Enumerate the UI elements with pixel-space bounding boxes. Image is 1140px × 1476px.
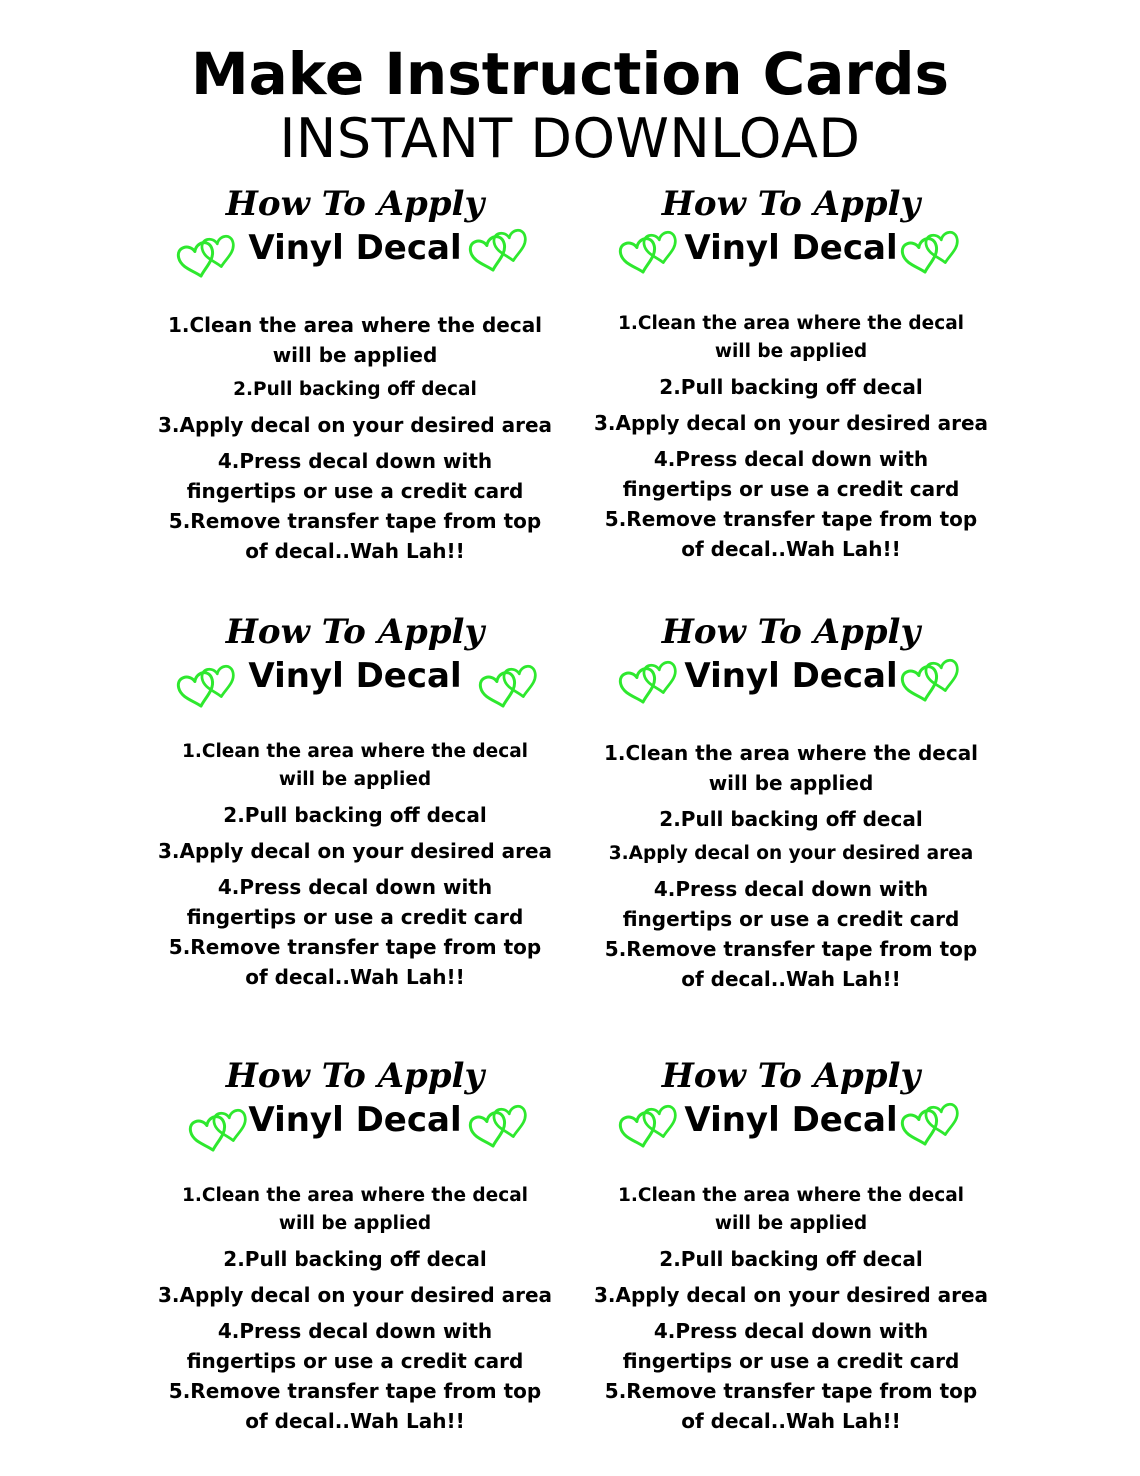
card-heading-line1: How To Apply: [661, 184, 921, 224]
double-heart-icon: [614, 1096, 686, 1150]
step-4: 4.Press decal down with fingertips or use a credit card: [622, 877, 960, 931]
step-5: 5.Remove transfer tape from top of decal..Wah Lah!!: [168, 1379, 542, 1433]
card-heading-line2: Vinyl Decal: [248, 1100, 462, 1140]
double-heart-icon: [614, 222, 686, 276]
card-heading-line1: How To Apply: [661, 612, 921, 652]
card-steps: [120, 738, 590, 998]
step-3: 3.Apply decal on your desired area: [593, 411, 989, 435]
card-heading: [120, 610, 590, 720]
card-heading-line1: How To Apply: [225, 612, 485, 652]
double-heart-icon: [172, 656, 244, 710]
double-heart-icon: [614, 652, 686, 706]
step-4: 4.Press decal down with fingertips or use a credit card: [186, 875, 524, 929]
step-1: 1.Clean the area where the decal will be applied: [603, 741, 979, 795]
instruction-card-1: [120, 182, 590, 582]
double-heart-icon: [464, 1096, 536, 1150]
card-heading-line2: Vinyl Decal: [248, 228, 462, 268]
card-heading-line1: How To Apply: [225, 1056, 485, 1096]
step-4: 4.Press decal down with fingertips or use a credit card: [622, 447, 960, 501]
card-heading: [120, 1054, 590, 1164]
card-heading-line2: Vinyl Decal: [684, 1100, 898, 1140]
instruction-card-3: [120, 610, 590, 1010]
card-steps: [556, 1182, 1026, 1442]
step-2: 2.Pull backing off decal: [659, 375, 923, 399]
step-4: 4.Press decal down with fingertips or use a credit card: [622, 1319, 960, 1373]
instruction-card-4: [556, 610, 1026, 1010]
page-header: [0, 40, 1140, 170]
card-heading-line1: How To Apply: [225, 184, 485, 224]
step-2: 2.Pull backing off decal: [223, 1247, 487, 1271]
card-heading-line2: Vinyl Decal: [248, 656, 462, 696]
step-2: 2.Pull backing off decal: [659, 807, 923, 831]
step-3: 3.Apply decal on your desired area: [157, 839, 553, 863]
page-subtitle: INSTANT DOWNLOAD: [279, 107, 861, 170]
double-heart-icon: [184, 1100, 256, 1154]
card-heading: [556, 182, 1026, 292]
card-heading: [120, 182, 590, 292]
card-heading: [556, 610, 1026, 720]
step-1: 1.Clean the area where the decal will be applied: [617, 1185, 965, 1234]
card-steps: [120, 310, 590, 572]
step-4: 4.Press decal down with fingertips or use a credit card: [186, 449, 524, 503]
step-2: 2.Pull backing off decal: [223, 803, 487, 827]
card-heading-line1: How To Apply: [661, 1056, 921, 1096]
double-heart-icon: [896, 1094, 968, 1148]
double-heart-icon: [474, 656, 546, 710]
step-5: 5.Remove transfer tape from top of decal..Wah Lah!!: [604, 937, 978, 991]
step-3: 3.Apply decal on your desired area: [157, 413, 553, 437]
step-1: 1.Clean the area where the decal will be applied: [181, 1185, 529, 1234]
page-title: Make Instruction Cards: [190, 40, 950, 108]
instruction-card-5: [120, 1054, 590, 1454]
step-4: 4.Press decal down with fingertips or use a credit card: [186, 1319, 524, 1373]
step-1: 1.Clean the area where the decal will be applied: [617, 313, 965, 362]
step-2: 2.Pull backing off decal: [233, 379, 477, 400]
step-1: 1.Clean the area where the decal will be applied: [181, 741, 529, 790]
step-5: 5.Remove transfer tape from top of decal..Wah Lah!!: [168, 935, 542, 989]
double-heart-icon: [172, 226, 244, 280]
double-heart-icon: [464, 220, 536, 274]
step-5: 5.Remove transfer tape from top of decal..Wah Lah!!: [604, 507, 978, 561]
step-3: 3.Apply decal on your desired area: [157, 1283, 553, 1307]
card-steps: [556, 310, 1026, 570]
card-steps: [556, 738, 1026, 1000]
step-2: 2.Pull backing off decal: [659, 1247, 923, 1271]
card-heading: [556, 1054, 1026, 1164]
step-3: 3.Apply decal on your desired area: [593, 1283, 989, 1307]
card-heading-line2: Vinyl Decal: [684, 656, 898, 696]
step-5: 5.Remove transfer tape from top of decal..Wah Lah!!: [604, 1379, 978, 1433]
card-heading-line2: Vinyl Decal: [684, 228, 898, 268]
double-heart-icon: [896, 650, 968, 704]
instruction-card-6: [556, 1054, 1026, 1454]
step-5: 5.Remove transfer tape from top of decal..Wah Lah!!: [168, 509, 542, 563]
card-steps: [120, 1182, 590, 1442]
step-1: 1.Clean the area where the decal will be applied: [167, 313, 543, 367]
double-heart-icon: [896, 222, 968, 276]
instruction-card-2: [556, 182, 1026, 582]
step-3: 3.Apply decal on your desired area: [608, 843, 974, 864]
